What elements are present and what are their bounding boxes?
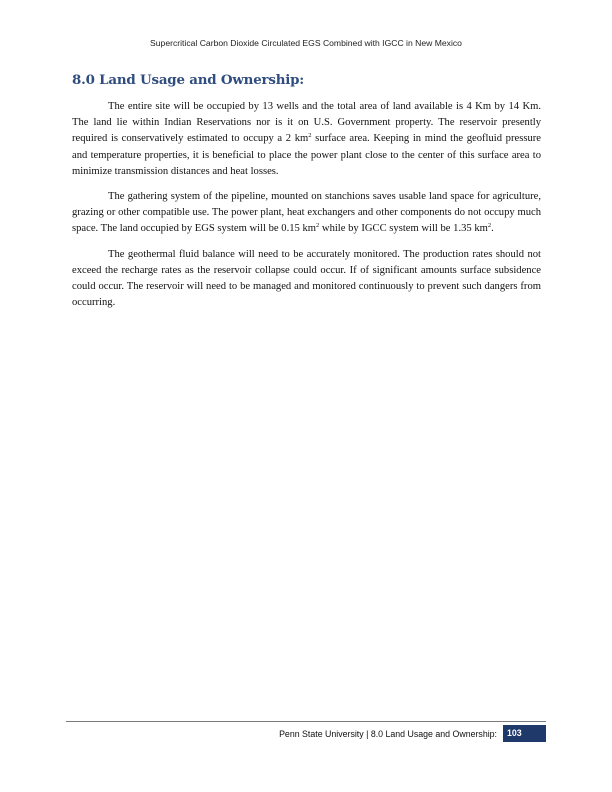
page-footer xyxy=(66,725,546,742)
paragraph-site-area: The entire site will be occupied by 13 wells and the total area of land available is 4 Km by 14 Km. The land lie within Indian Reservations nor is it on U.S. Government property. The reservoir presently required is conservatively estimated to occupy a 2 $km^2$ surface area. Keeping in mind the geofluid pressure and temperature properties, it is beneficial to place the power plant close to the center of this surface area to minimize transmission distances and heat losses. xyxy=(72,101,541,177)
page-number-badge: 103 xyxy=(503,725,546,742)
body-text xyxy=(72,99,541,320)
section-title: 8.0 Land Usage and Ownership: xyxy=(72,72,305,88)
footer-divider xyxy=(66,721,546,722)
paragraph-gathering-system: The gathering system of the pipeline, mounted on stanchions saves usable land space for agriculture, grazing or other compatible use. The power plant, heat exchangers and other components do not occupy much space. The land occupied by EGS system will be 0.15 $km^2$ while by IGCC system will be 1.35 $km^2$. xyxy=(72,191,541,235)
paragraph-fluid-balance: The geothermal fluid balance will need to be accurately monitored. The production rates should not exceed the recharge rates as the reservoir collapse could occur. If of significant amounts surface subsidence could occur. The reservoir will need to be managed and monitored continuously to prevent such dangers from occurring. xyxy=(72,248,541,309)
running-header: Supercritical Carbon Dioxide Circulated EGS Combined with IGCC in New Mexico xyxy=(150,38,462,48)
footer-text: Penn State University | 8.0 Land Usage and Ownership: xyxy=(279,728,497,739)
